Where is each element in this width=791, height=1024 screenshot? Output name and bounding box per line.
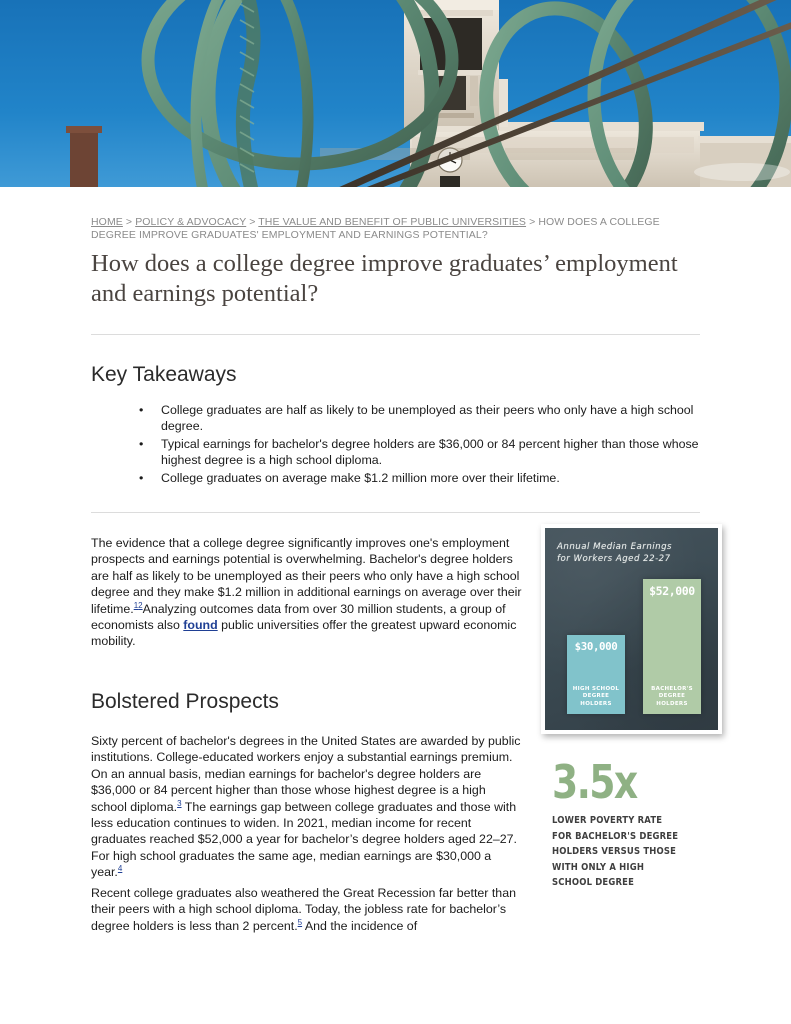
bar-label-bachelors-line-2: DEGREE HOLDERS [656,693,688,707]
stat-callout-line-4: WITH ONLY A HIGH [552,861,645,873]
stat-callout-description [552,813,696,891]
bar-high-school [567,635,625,714]
breadcrumb-link-value-benefit[interactable]: THE VALUE AND BENEFIT OF PUBLIC UNIVERSITIES [258,216,527,228]
chart-title-line-1: Annual Median Earnings [557,542,673,552]
paragraph-bolstered-wrapper [91,733,522,881]
paragraph-intro [91,535,522,650]
bar-value-bachelors: $52,000 [649,584,695,598]
paragraph-intro-text-c: public universities offer the greatest upward economic mobility. [91,618,517,649]
list-item: • Typical earnings for bachelor's degree holders are $36,000 or 84 percent higher than those whose highest degree is a high school diploma. [161,436,721,469]
stat-callout-line-3: HOLDERS VERSUS THOSE [552,846,677,857]
breadcrumb-link-home[interactable]: HOME [91,216,123,228]
page-title: How does a college degree improve graduates’ employment and earnings potential? [91,250,678,307]
paragraph-recession [91,885,522,934]
stat-callout-number: 3.5x [552,755,637,809]
bar-value-high-school: $30,000 [574,640,618,653]
section-heading-bolstered-prospects: Bolstered Prospects [91,690,279,713]
bar-label-high-school [567,686,625,709]
inline-link-found[interactable]: found [183,618,218,633]
bar-label-bachelors [643,686,701,709]
paragraph-recession-text-a: Recent college graduates also weathered the Great Recession far better than their peers with a high school diploma. Today, the jobless rate for bachelor’s degree holders is less than 2 percent. [91,886,516,933]
brick-chimney [66,126,102,187]
breadcrumb-separator: > [526,216,539,228]
footnote-ref-4[interactable]: 4 [117,864,123,874]
hero-image [0,0,791,187]
breadcrumb [91,216,691,241]
bar-label-high-school-line-1: HIGH SCHOOL [572,685,620,692]
divider-middle [91,512,700,513]
list-item: • College graduates on average make $1.2 million more over their lifetime. [161,470,721,486]
stat-callout-line-1: LOWER POVERTY RATE [552,815,663,826]
paragraph-bolstered-text-b: The earnings gap between college graduates and those with less education continues to widen. In 2021, median income for recent graduates reached $52,000 a year for bachelor’s degree holders aged 22–27. For high school graduates the same age, median earnings are $30,000 a year. [91,799,517,880]
key-takeaways-list [131,402,721,487]
breadcrumb-separator: > [122,216,136,228]
earnings-chart-figure [541,524,722,734]
chart-title-line-2: for Workers Aged 22-27 [557,554,671,564]
footnote-ref-3[interactable]: 3 [177,798,182,808]
paragraph-intro-text-b: Analyzing outcomes data from over 30 million students, a group of economists also [91,601,506,633]
bar-bachelors [643,579,701,714]
chart-bars [545,562,718,714]
stat-callout-line-5: SCHOOL DEGREE [552,877,635,888]
paragraph-intro-wrapper [91,535,522,650]
breadcrumb-separator: > [246,216,259,228]
paragraph-recession-text-b: And the incidence of [302,918,418,933]
breadcrumb-link-policy-advocacy[interactable]: POLICY & ADVOCACY [135,216,247,228]
footnote-ref-5[interactable]: 5 [297,917,303,927]
hero-photo-illustration [0,0,791,187]
footnote-ref-1[interactable]: 1 [133,600,139,610]
paragraph-recession-wrapper [91,885,522,934]
list-item: • College graduates are half as likely to be unemployed as their peers who only have a high school degree. [161,402,721,435]
chart-canvas [545,528,718,730]
paragraph-bolstered [91,733,522,881]
paragraph-intro-text-a: The evidence that a college degree significantly improves one's employment prospects and earnings potential is overwhelming. Bachelor's degree holders are half as likely to be unemployed as their peers who only have a high school degree and they make $1.2 million in additional earnings on average over their lifetime. [91,536,522,616]
paragraph-bolstered-text-a: Sixty percent of bachelor's degrees in the United States are awarded by public institutions. College-educated workers enjoy a substantial earnings premium. On an annual basis, median earnings for bachelor's degree holders are $36,000 or 84 percent higher than those whose highest degree is a high school diploma. [91,734,521,814]
section-heading-key-takeaways: Key Takeaways [91,363,237,386]
footnote-ref-2[interactable]: 2 [138,600,143,610]
breadcrumb-current-page: HOW DOES A COLLEGE DEGREE IMPROVE GRADUATES' EMPLOYMENT AND EARNINGS POTENTIAL? [91,216,660,241]
bar-label-bachelors-line-1: BACHELOR'S [651,685,693,692]
divider-top [91,334,700,335]
stat-callout-line-2: FOR BACHELOR'S DEGREE [552,830,679,842]
bar-label-high-school-line-2: DEGREE HOLDERS [580,693,612,707]
stat-callout [552,755,712,891]
